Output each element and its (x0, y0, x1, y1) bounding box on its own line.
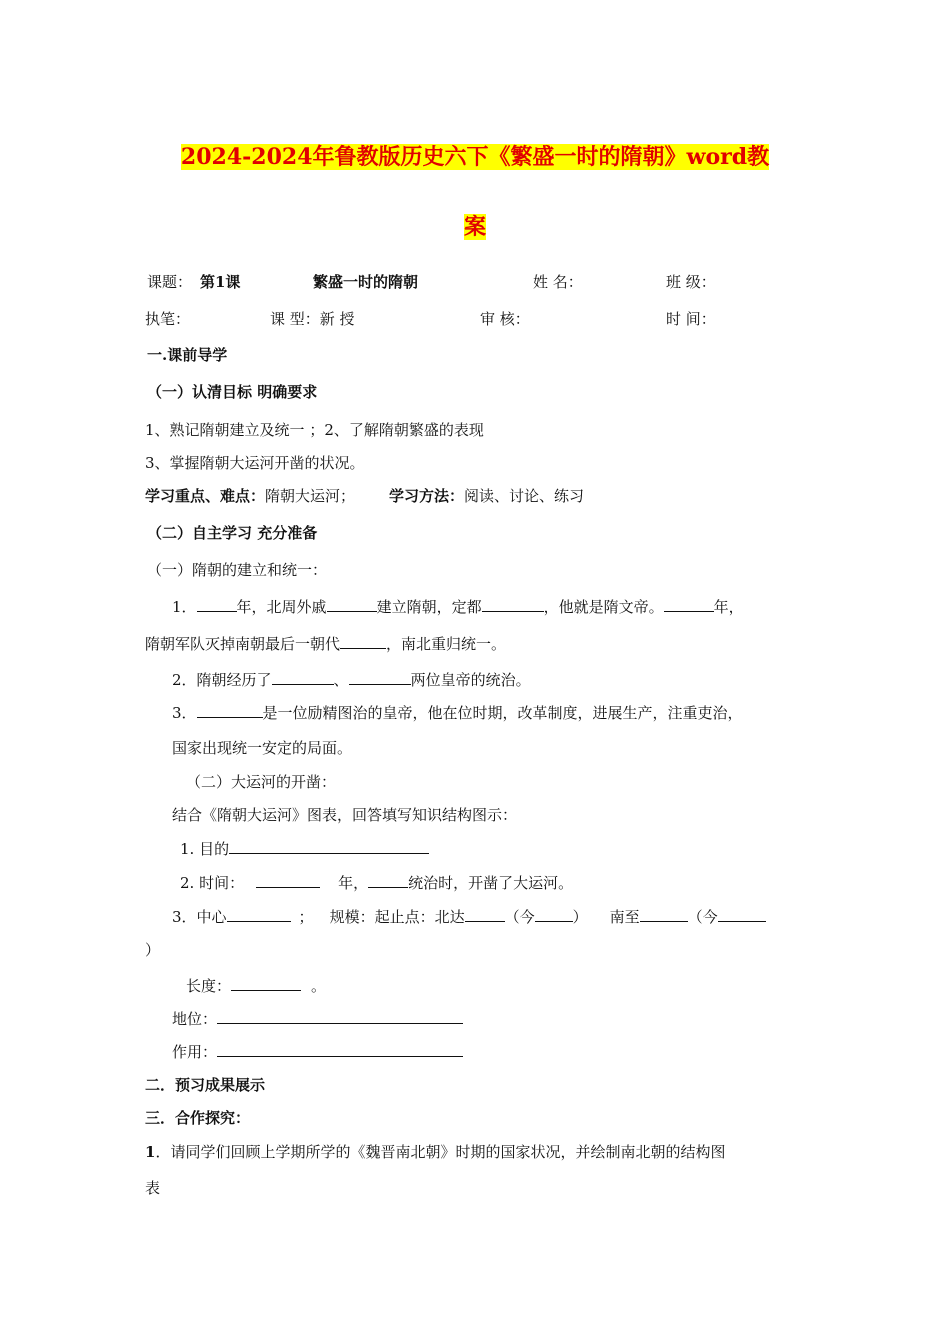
class-label: 班 级： (666, 273, 716, 291)
blank[interactable] (256, 872, 320, 888)
blank[interactable] (327, 596, 377, 612)
question-1-line-2: 隋朝军队灭掉南朝最后一朝代 ，南北重归统一。 (145, 635, 507, 653)
lesson-type-label: 课 型：新 授 (270, 310, 355, 328)
focus-text: 隋朝大运河； (265, 487, 356, 505)
blank[interactable] (535, 906, 573, 922)
blank[interactable] (368, 872, 408, 888)
blank[interactable] (227, 906, 291, 922)
section-3-heading: 三．合作探究： (145, 1109, 251, 1127)
part-2-title: （二）大运河的开凿： (186, 773, 337, 791)
blank[interactable] (217, 1041, 463, 1057)
review-label: 审 核： (480, 310, 530, 328)
blank[interactable] (465, 906, 505, 922)
blank[interactable] (718, 906, 766, 922)
lesson-number: 第1课 (200, 273, 241, 291)
canal-effect: 作用： (172, 1041, 463, 1062)
document-title-line-1 (0, 142, 950, 172)
part-1-title: （一）隋朝的建立和统一： (147, 561, 328, 579)
blank[interactable] (664, 596, 714, 612)
blank[interactable] (197, 702, 263, 718)
blank[interactable] (231, 975, 301, 991)
section-1-heading: 一.课前导学 (147, 346, 228, 364)
title-text-1: 2024-2024年鲁教版历史六下《繁盛一时的隋朝》word教 (180, 144, 770, 170)
name-label: 姓 名： (533, 273, 583, 291)
cooperation-question-1: 1．请同学们回顾上学期所学的《魏晋南北朝》时期的国家状况，并绘制南北朝的结构图 (145, 1143, 726, 1161)
focus-label: 学习重点、难点： (145, 487, 266, 505)
question-2: 2．隋朝经历了 、 两位皇帝的统治。 (172, 671, 531, 689)
subheading-goals: （一）认清目标 明确要求 (147, 383, 318, 401)
question-3-line-1: 3． 是一位励精图治的皇帝，他在位时期，改革制度，进展生产，注重吏治， (172, 704, 743, 722)
canal-center-scale: 3．中心 ； 规模：起止点：北达 （今 ） 南至 （今 (172, 906, 766, 927)
blank[interactable] (229, 838, 429, 854)
title-text-2: 案 (463, 214, 486, 240)
cooperation-question-1-cont: 表 (145, 1179, 161, 1197)
section-2-heading: 二．预习成果展示 (145, 1076, 266, 1094)
blank[interactable] (217, 1008, 463, 1024)
question-1-line-1: 1． 年，北周外戚 建立隋朝，定都 ，他就是隋文帝。 年， (172, 598, 744, 616)
blank[interactable] (197, 596, 237, 612)
lesson-name: 繁盛一时的隋朝 (313, 273, 419, 291)
canal-status: 地位： (172, 1008, 463, 1029)
focus-and-method (145, 486, 584, 506)
canal-intro: 结合《隋朝大运河》图表，回答填写知识结构图示： (172, 806, 518, 824)
canal-close-paren: ） (145, 941, 161, 959)
blank[interactable] (349, 669, 411, 685)
canal-length: 长度： 。 (186, 977, 327, 995)
method-text: 阅读、讨论、练习 (464, 487, 585, 505)
method-label: 学习方法： (389, 487, 465, 505)
goal-1: 1、熟记隋朝建立及统一 ；2、了解隋朝繁盛的表现 (145, 421, 484, 439)
blank[interactable] (340, 633, 386, 649)
document-title-line-2 (0, 212, 950, 242)
blank[interactable] (272, 669, 334, 685)
blank[interactable] (640, 906, 688, 922)
goal-2: 3、掌握隋朝大运河开凿的状况。 (145, 454, 365, 472)
canal-purpose: 1. 目的 (180, 838, 429, 859)
canal-time: 2. 时间： 年， 统治时，开凿了大运河。 (180, 874, 574, 892)
blank[interactable] (482, 596, 544, 612)
subheading-self-study: （二）自主学习 充分准备 (147, 524, 318, 542)
question-3-line-2: 国家出现统一安定的局面。 (172, 739, 353, 757)
time-label: 时 间： (666, 310, 716, 328)
topic-label: 课题： (147, 273, 193, 291)
author-label: 执笔： (145, 310, 191, 328)
